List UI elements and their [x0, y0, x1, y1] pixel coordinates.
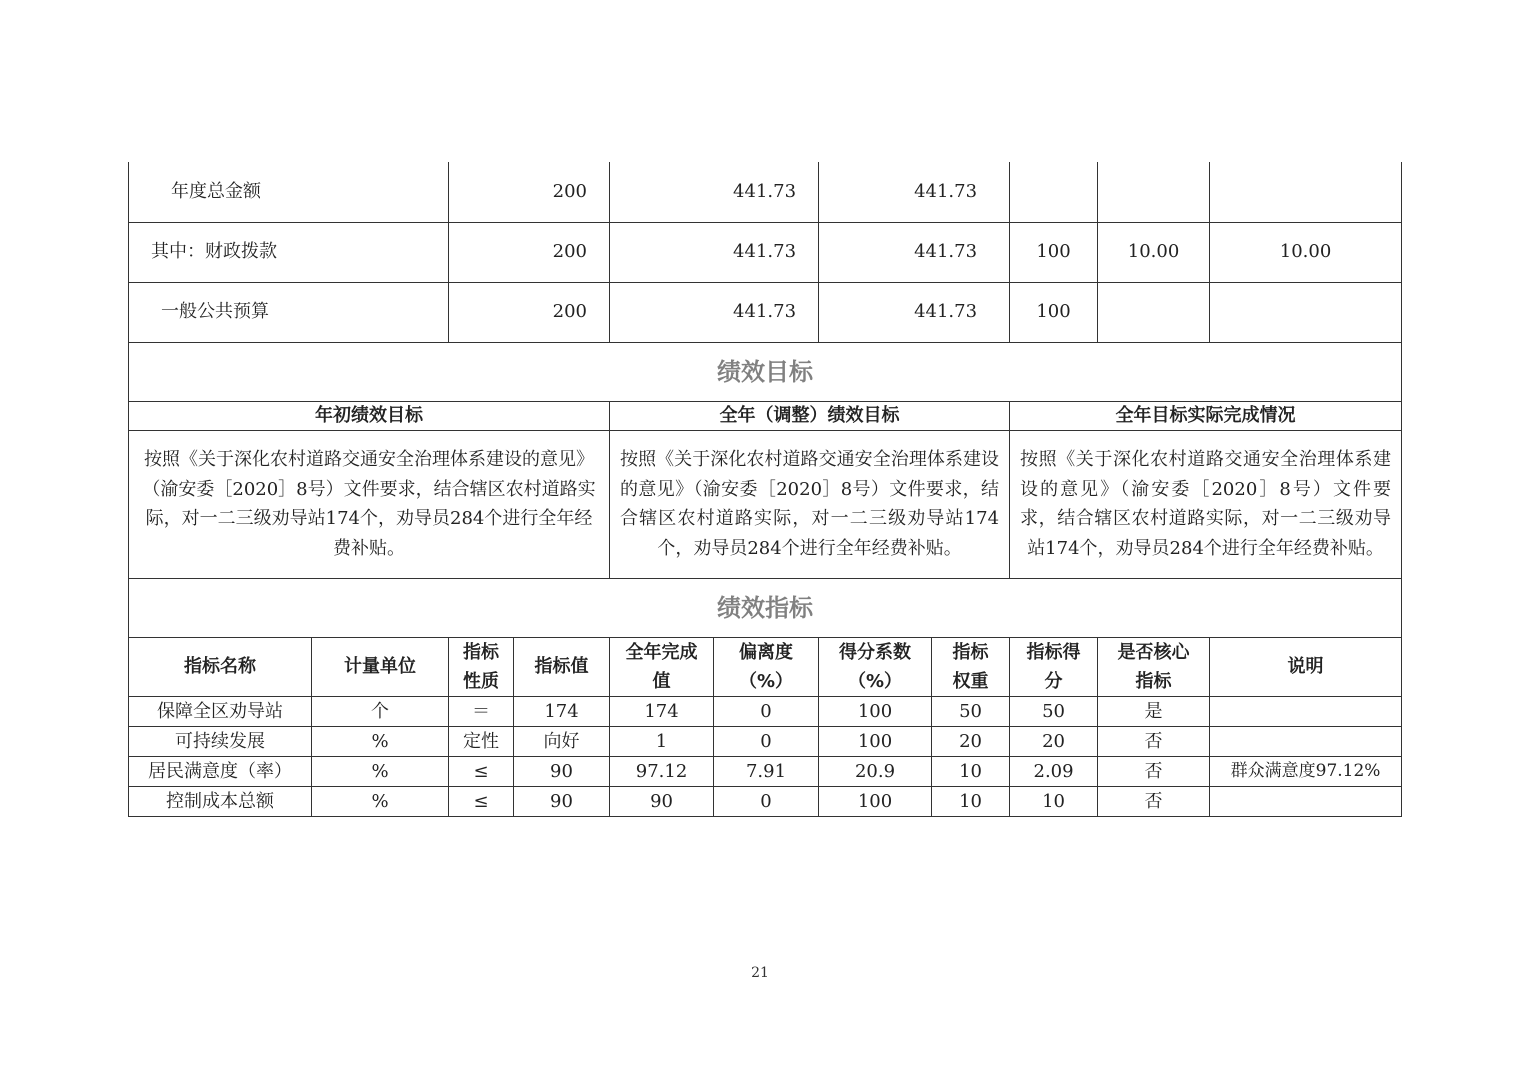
- goals-header-actual: 全年目标实际完成情况: [1010, 401, 1402, 430]
- indicator-cell: 0: [714, 726, 819, 756]
- indicator-cell: 2.09: [1010, 756, 1098, 786]
- indicator-row: [129, 786, 1402, 816]
- goals-header-initial: 年初绩效目标: [129, 401, 610, 430]
- budget-cell: 441.73: [610, 222, 819, 282]
- indicator-cell: %: [312, 756, 449, 786]
- indicator-cell: 174: [514, 696, 610, 726]
- indicator-cell: 群众满意度97.12%: [1210, 756, 1402, 786]
- budget-row-total: [129, 162, 1402, 222]
- indicator-cell: [1210, 786, 1402, 816]
- indicator-cell: 定性: [449, 726, 514, 756]
- indicator-header: 计量单位: [312, 637, 449, 696]
- budget-cell: [1098, 282, 1210, 342]
- indicator-cell: 90: [610, 786, 714, 816]
- budget-cell: [1098, 162, 1210, 222]
- goal-text-adjusted: 按照《关于深化农村道路交通安全治理体系建设的意见》（渝安委［2020］8号）文件要求，结合辖区农村道路实际，对一二三级劝导站174个，劝导员284个进行全年经费补贴。: [610, 430, 1010, 578]
- indicator-cell: 居民满意度（率）: [129, 756, 312, 786]
- indicator-cell: 50: [1010, 696, 1098, 726]
- indicator-cell: ≤: [449, 786, 514, 816]
- indicator-cell: 7.91: [714, 756, 819, 786]
- indicator-header: 指标值: [514, 637, 610, 696]
- budget-cell: 441.73: [819, 282, 1010, 342]
- indicator-cell: 10: [932, 756, 1010, 786]
- indicator-cell: [1210, 726, 1402, 756]
- budget-cell: 100: [1010, 282, 1098, 342]
- budget-row-general: [129, 282, 1402, 342]
- indicator-header: 指标权重: [932, 637, 1010, 696]
- indicator-row: [129, 696, 1402, 726]
- indicator-header: 指标名称: [129, 637, 312, 696]
- indicator-cell: 100: [819, 786, 932, 816]
- indicator-row: [129, 756, 1402, 786]
- budget-cell: 200: [449, 222, 610, 282]
- indicator-cell: 0: [714, 786, 819, 816]
- page-number: 21: [751, 965, 769, 981]
- indicator-cell: 1: [610, 726, 714, 756]
- indicator-cell: 10: [1010, 786, 1098, 816]
- budget-cell: [1210, 162, 1402, 222]
- budget-label: 一般公共预算: [129, 282, 449, 342]
- goals-header-row: [129, 401, 1402, 430]
- budget-cell: [1210, 282, 1402, 342]
- budget-cell: 10.00: [1210, 222, 1402, 282]
- budget-label: 年度总金额: [129, 162, 449, 222]
- budget-cell: 441.73: [819, 162, 1010, 222]
- indicator-header: 指标得分: [1010, 637, 1098, 696]
- indicator-cell: 20.9: [819, 756, 932, 786]
- budget-cell: 441.73: [610, 282, 819, 342]
- performance-sheet: [128, 162, 1401, 817]
- budget-cell: 200: [449, 282, 610, 342]
- indicator-cell: 0: [714, 696, 819, 726]
- performance-table: [128, 162, 1402, 817]
- indicator-cell: ≤: [449, 756, 514, 786]
- indicator-row: [129, 726, 1402, 756]
- indicators-header-row: [129, 637, 1402, 696]
- goals-text-row: [129, 430, 1402, 578]
- indicator-cell: 100: [819, 696, 932, 726]
- indicator-cell: 向好: [514, 726, 610, 756]
- indicator-header: 说明: [1210, 637, 1402, 696]
- indicator-cell: 是: [1098, 696, 1210, 726]
- indicator-cell: 10: [932, 786, 1010, 816]
- goals-section-title: 绩效目标: [129, 342, 1402, 401]
- budget-cell: 441.73: [819, 222, 1010, 282]
- budget-cell: 100: [1010, 222, 1098, 282]
- indicator-cell: 20: [1010, 726, 1098, 756]
- budget-cell: 200: [449, 162, 610, 222]
- indicator-cell: %: [312, 726, 449, 756]
- indicators-section-title: 绩效指标: [129, 578, 1402, 637]
- goals-header-adjusted: 全年（调整）绩效目标: [610, 401, 1010, 430]
- indicator-header: 是否核心指标: [1098, 637, 1210, 696]
- indicator-header: 全年完成值: [610, 637, 714, 696]
- indicator-cell: 100: [819, 726, 932, 756]
- budget-label: 其中：财政拨款: [129, 222, 449, 282]
- indicator-cell: 可持续发展: [129, 726, 312, 756]
- indicator-header: 指标性质: [449, 637, 514, 696]
- goal-text-initial: 按照《关于深化农村道路交通安全治理体系建设的意见》（渝安委［2020］8号）文件要求，结合辖区农村道路实际，对一二三级劝导站174个，劝导员284个进行全年经费补贴。: [129, 430, 610, 578]
- budget-cell: 441.73: [610, 162, 819, 222]
- indicator-cell: 90: [514, 756, 610, 786]
- indicator-cell: 174: [610, 696, 714, 726]
- indicator-cell: 50: [932, 696, 1010, 726]
- budget-cell: [1010, 162, 1098, 222]
- budget-row-fiscal: [129, 222, 1402, 282]
- indicator-cell: 否: [1098, 726, 1210, 756]
- indicator-cell: 保障全区劝导站: [129, 696, 312, 726]
- indicator-cell: 个: [312, 696, 449, 726]
- budget-cell: 10.00: [1098, 222, 1210, 282]
- indicator-cell: 90: [514, 786, 610, 816]
- goals-section-row: [129, 342, 1402, 401]
- indicator-cell: %: [312, 786, 449, 816]
- indicator-cell: 20: [932, 726, 1010, 756]
- indicator-cell: [1210, 696, 1402, 726]
- goal-text-actual: 按照《关于深化农村道路交通安全治理体系建设的意见》（渝安委［2020］8号）文件要求，结合辖区农村道路实际，对一二三级劝导站174个，劝导员284个进行全年经费补贴。: [1010, 430, 1402, 578]
- indicator-cell: 否: [1098, 756, 1210, 786]
- indicator-header: 偏离度（%）: [714, 637, 819, 696]
- indicators-section-row: [129, 578, 1402, 637]
- indicator-cell: 97.12: [610, 756, 714, 786]
- indicator-cell: 控制成本总额: [129, 786, 312, 816]
- indicator-cell: 否: [1098, 786, 1210, 816]
- indicator-cell: ＝: [449, 696, 514, 726]
- indicator-header: 得分系数（%）: [819, 637, 932, 696]
